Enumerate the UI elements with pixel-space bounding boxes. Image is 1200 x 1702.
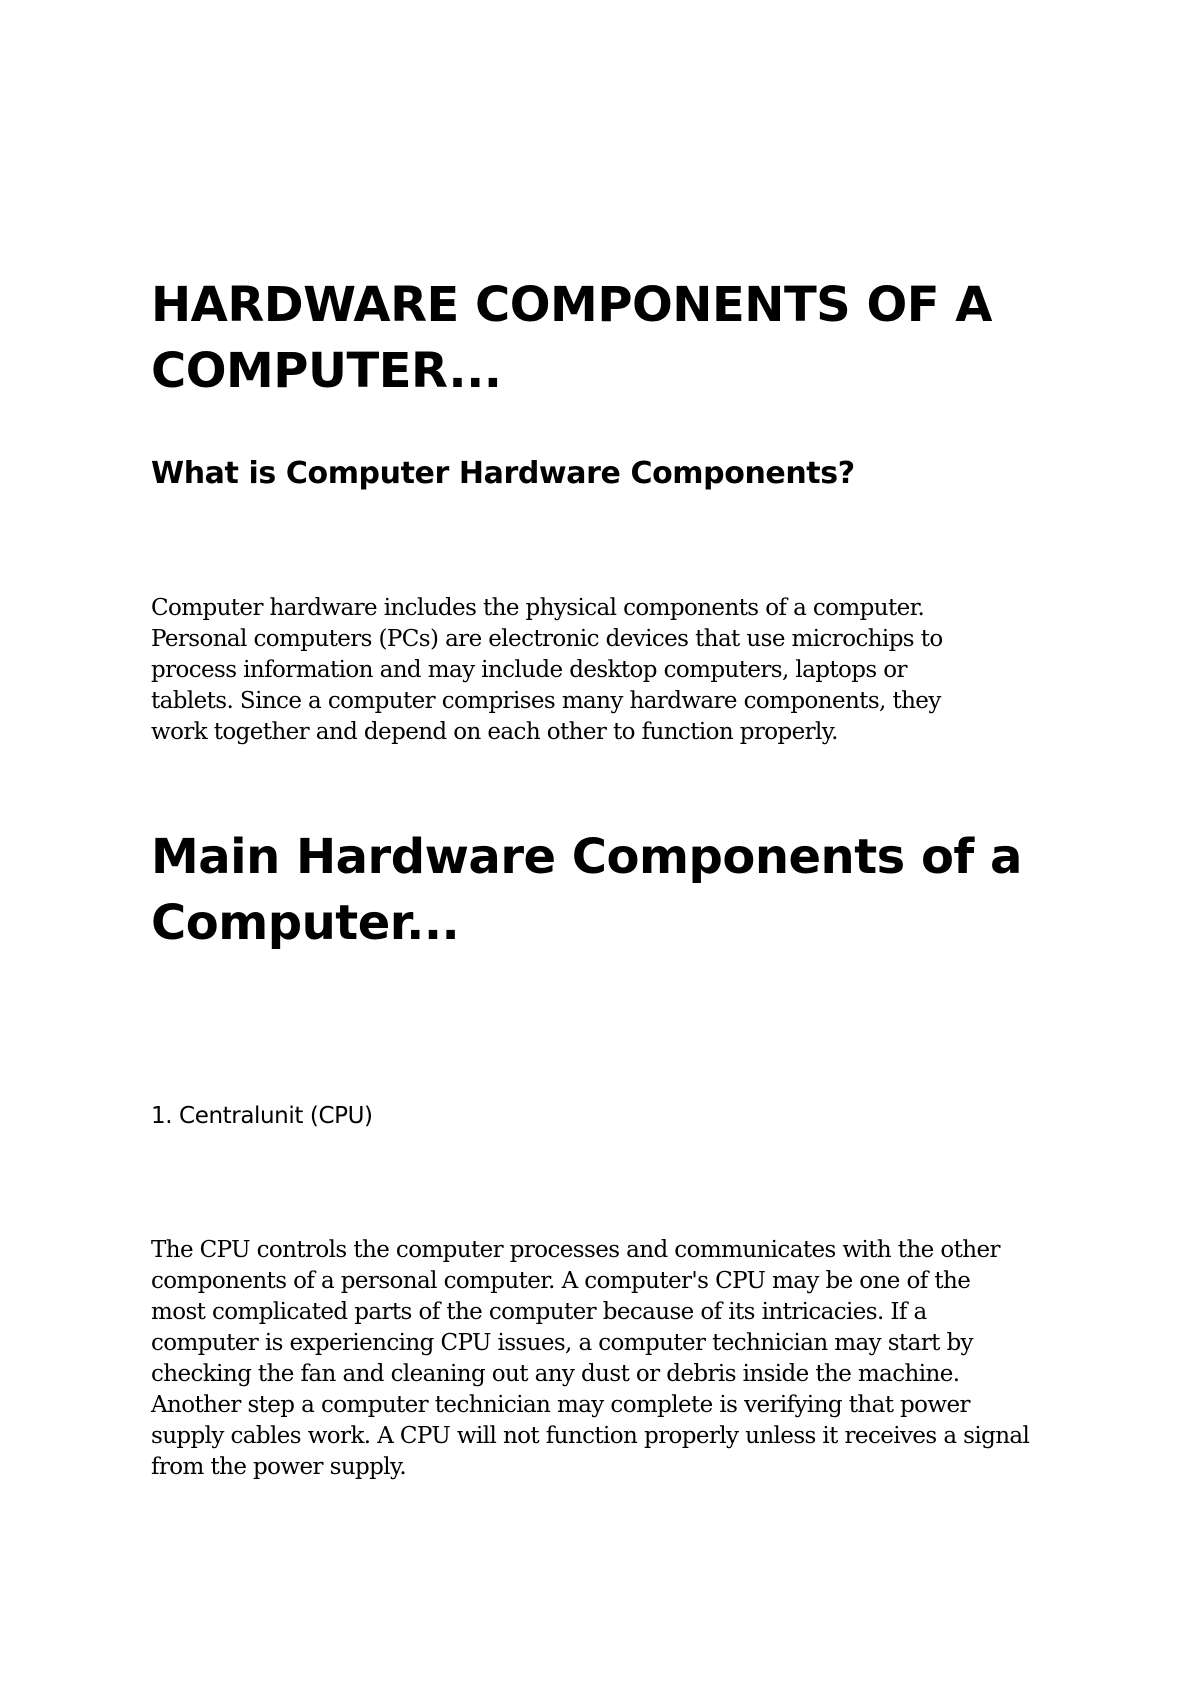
- document-title: HARDWARE COMPONENTS OF A COMPUTER...: [151, 277, 992, 399]
- intro-paragraph: Computer hardware includes the physical components of a computer. Personal computers (PCs) are electronic devices that use microchips to process information and may include desktop computers, laptops or tablets. Since a computer comprises many hardware components, they work together and depend on each other to function properly.: [151, 595, 943, 745]
- list-item-cpu: 1. Centralunit (CPU): [151, 1103, 373, 1129]
- document-subtitle: What is Computer Hardware Components?: [151, 456, 855, 491]
- section-heading: Main Hardware Components of a Computer...: [151, 829, 1022, 951]
- cpu-paragraph: The CPU controls the computer processes and communicates with the other components of a personal computer. A computer's CPU may be one of the most complicated parts of the computer because of its intricacies. If a computer is experiencing CPU issues, a computer technician may start by checking the fan and cleaning out any dust or debris inside the machine. Another step a computer technician may complete is verifying that power supply cables work. A CPU will not function properly unless it receives a signal from the power supply.: [151, 1237, 1030, 1480]
